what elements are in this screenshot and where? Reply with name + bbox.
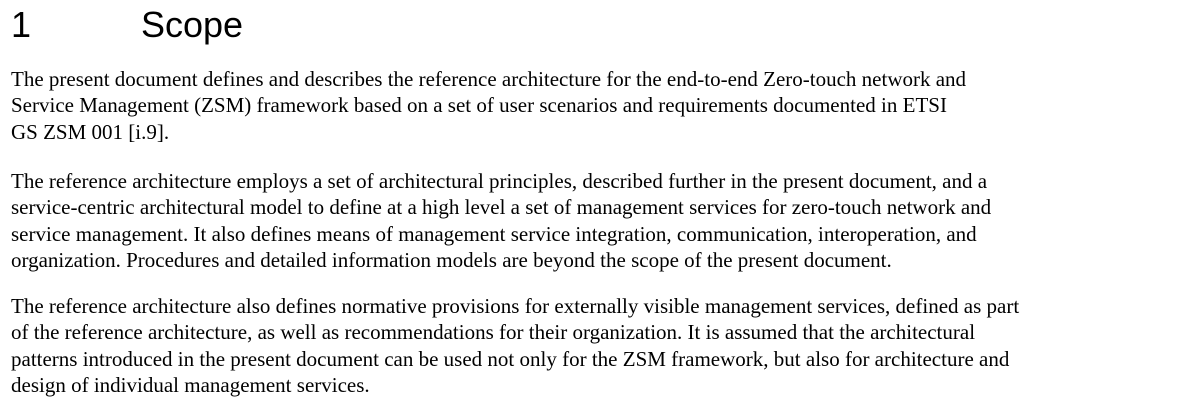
paragraph-line: patterns introduced in the present document can be used not only for the ZSM framework, but also for architecture and <box>11 346 1010 371</box>
paragraph-line: design of individual management services. <box>11 372 370 397</box>
paragraph-line: service-centric architectural model to define at a high level a set of management services for zero-touch network and <box>11 195 992 220</box>
paragraph-3 <box>11 293 1019 398</box>
paragraph-line: of the reference architecture, as well as recommendations for their organization. It is assumed that the architectural <box>11 320 976 345</box>
section-title: Scope <box>141 4 244 45</box>
section-number: 1 <box>11 4 32 45</box>
paragraph-2 <box>11 168 991 273</box>
paragraph-line: organization. Procedures and detailed information models are beyond the scope of the present document. <box>11 247 892 272</box>
paragraph-line: The reference architecture employs a set of architectural principles, described further in the present document, and a <box>11 169 988 193</box>
paragraph-line: Service Management (ZSM) framework based on a set of user scenarios and requirements documented in ETSI <box>11 93 947 118</box>
paragraph-line: The present document defines and describes the reference architecture for the end-to-end Zero-touch network and <box>11 67 967 91</box>
paragraph-line: The reference architecture also defines normative provisions for externally visible management services, defined as part <box>11 294 1020 318</box>
paragraph-1 <box>11 66 966 145</box>
section-heading <box>11 0 1185 50</box>
paragraph-line: service management. It also defines means of management service integration, communication, interoperation, and <box>11 221 977 246</box>
paragraph-line: GS ZSM 001 [i.9]. <box>11 119 170 144</box>
